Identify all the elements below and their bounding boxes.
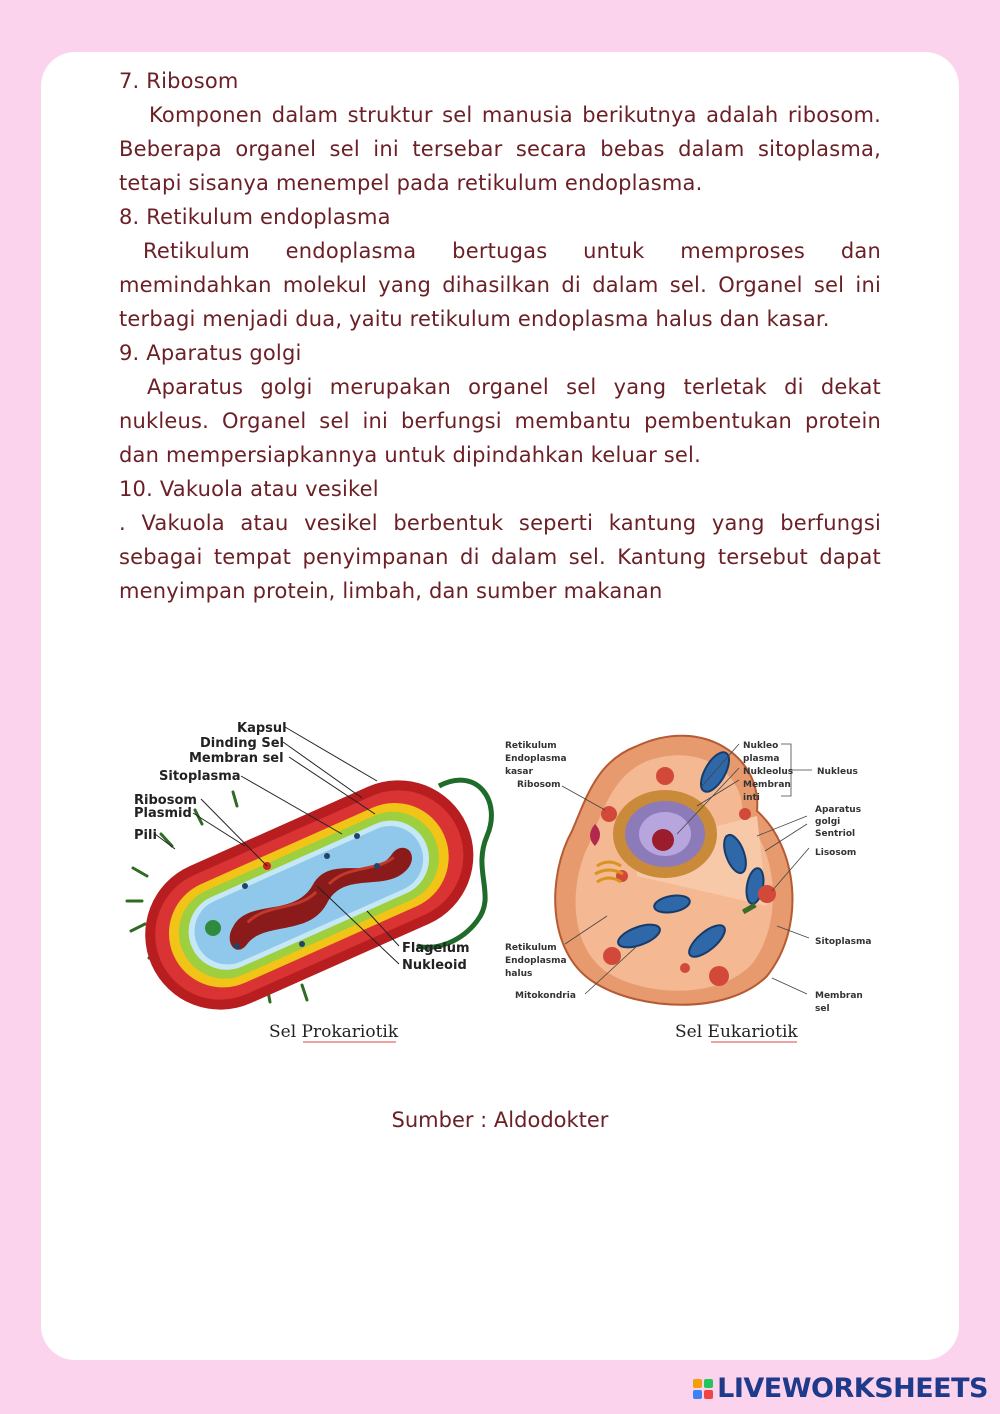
logo-square-1 — [693, 1379, 702, 1388]
label-membran-sel-line1: Membran — [815, 991, 863, 1001]
prokaryote-diagram — [121, 721, 497, 1042]
label-membran-sel-line2: sel — [815, 1004, 830, 1014]
label-lisosom: Lisosom — [815, 848, 857, 858]
heading-golgi: 9. Aparatus golgi — [119, 341, 302, 365]
label-dinding-sel: Dinding Sel — [200, 736, 284, 751]
source-caption: Sumber : Aldodokter — [391, 1108, 609, 1132]
liveworksheets-logo[interactable] — [693, 1373, 988, 1404]
logo-square-3 — [693, 1390, 702, 1399]
label-ser-line3: halus — [505, 969, 533, 979]
label-rer-line3: kasar — [505, 767, 533, 777]
logo-square-4 — [704, 1390, 713, 1399]
label-ribosom: Ribosom — [134, 793, 197, 808]
heading-retikulum: 8. Retikulum endoplasma — [119, 205, 391, 229]
eukaryote-diagram — [505, 736, 871, 1042]
caption-prokaryote: Sel Prokariotik — [269, 1022, 399, 1042]
paragraph-ribosom: Komponen dalam struktur sel manusia berikutnya adalah ribosom. Beberapa organel sel ini tersebar secara bebas dalam sitoplasma, tetapi sisanya menempel pada retikulum endoplasma. — [119, 103, 881, 195]
paragraph-golgi: Aparatus golgi merupakan organel sel yang terletak di dekat nukleus. Organel sel ini berfungsi membantu pembentukan protein dan mempersiapkannya untuk dipindahkan keluar sel. — [119, 375, 881, 467]
label-mitokondria: Mitokondria — [515, 991, 576, 1001]
label-nukleoplasma-line2: plasma — [743, 754, 780, 764]
heading-ribosom: 7. Ribosom — [119, 69, 239, 93]
label-ser-line2: Endoplasma — [505, 956, 567, 966]
label-flagelum: Flagelum — [402, 941, 470, 956]
label-ser-line1: Retikulum — [505, 943, 557, 953]
label-sentriol: Sentriol — [815, 829, 856, 839]
paragraph-vakuola: . Vakuola atau vesikel berbentuk seperti kantung yang berfungsi sebagai tempat penyimpanan di dalam sel. Kantung tersebut dapat menyimpan protein, limbah, dan sumber makanan — [119, 511, 881, 603]
label-nukleoplasma-line1: Nukleo — [743, 741, 779, 751]
label-pili: Pili — [134, 828, 157, 843]
label-sitoplasma-euk: Sitoplasma — [815, 937, 872, 947]
label-nukleolus: Nukleolus — [743, 767, 794, 777]
cell-diagram-figure — [117, 706, 882, 1054]
caption-eukaryote: Sel Eukariotik — [675, 1022, 798, 1042]
liveworksheets-logo-text: LIVEWORKSHEETS — [717, 1373, 988, 1404]
label-rer-line2: Endoplasma — [505, 754, 567, 764]
label-plasmid: Plasmid — [134, 806, 192, 821]
label-membran-inti-line2: inti — [743, 793, 760, 803]
paragraph-retikulum: Retikulum endoplasma bertugas untuk memproses dan memindahkan molekul yang dihasilkan di dalam sel. Organel sel ini terbagi menjadi dua, yaitu retikulum endoplasma halus dan kasar. — [119, 239, 881, 331]
label-ribosom-euk: Ribosom — [517, 780, 561, 790]
heading-vakuola: 10. Vakuola atau vesikel — [119, 477, 379, 501]
label-kapsul: Kapsul — [237, 721, 287, 736]
label-nukleoid: Nukleoid — [402, 958, 467, 973]
liveworksheets-logo-icon — [693, 1379, 713, 1399]
label-aparatus-line2: golgi — [815, 817, 841, 827]
label-membran-sel: Membran sel — [189, 751, 284, 766]
label-rer-line1: Retikulum — [505, 741, 557, 751]
label-aparatus-line1: Aparatus — [815, 805, 862, 815]
label-nukleus: Nukleus — [817, 767, 858, 777]
text-content — [119, 64, 881, 608]
label-sitoplasma: Sitoplasma — [159, 769, 241, 784]
logo-square-2 — [704, 1379, 713, 1388]
label-membran-inti-line1: Membran — [743, 780, 791, 790]
